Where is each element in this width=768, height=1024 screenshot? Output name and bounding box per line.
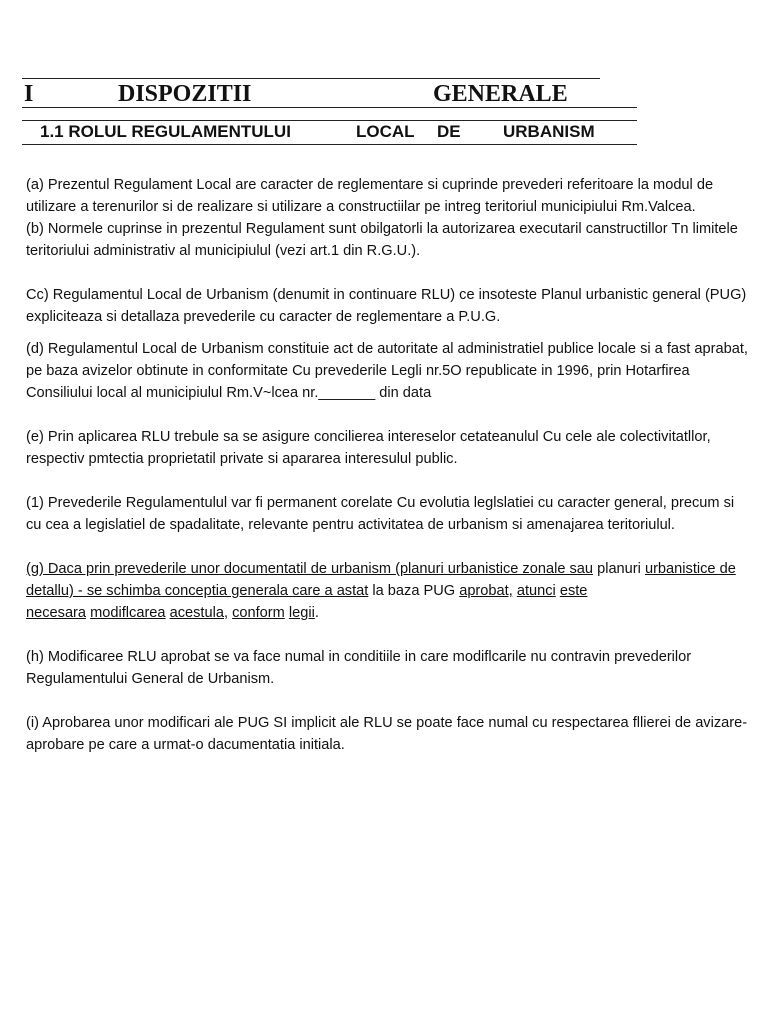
paragraph-e: (e) Prin aplicarea RLU trebule sa se asigure concilierea intereselor cetateanulul Cu cele ale colectivitatllor, respectiv pmtectia proprietatil private si apararea interesulul public.: [26, 429, 711, 467]
paragraph-g-seg14: acestula,: [169, 605, 229, 621]
paragraph-g-seg5: aprobat,: [459, 583, 513, 599]
paragraph-g-seg4: la baza PUG: [368, 583, 460, 599]
heading1-number: I: [24, 81, 34, 107]
paragraph-1: (1) Prevederile Regulamentulul var fi permanent corelate Cu evolutia leglslatiei cu caracter general, precum si cu cea a legislatiel de spadalitate, relevante pentru activitatea de urbanism si amenajarea teritoriulul.: [26, 495, 735, 533]
paragraph-g-seg16: conform: [232, 605, 285, 621]
paragraph-i: (i) Aprobarea unor modificari ale PUG SI implicit ale RLU se poate face numal cu respectarea fllierei de avizare-aprobare pe care a urmat-o dacumentatia initiala.: [26, 715, 748, 753]
paragraph-g-seg18: legii: [288, 605, 315, 621]
paragraph-g-seg9: este: [559, 583, 588, 599]
paragraph-h: (h) Modificaree RLU aprobat se va face numal in conditiile in care modiflcarile nu contravin prevederilor Regulamentului General de Urbanism.: [26, 649, 692, 687]
heading1-word1: DISPOZITII: [118, 81, 252, 107]
heading2-top-rule: [22, 120, 637, 121]
paragraph-a: (a) Prezentul Regulament Local are caracter de reglementare si cuprinde prevederi referitoare la modul de utilizare a terenurilor si de realizare si utilizare a constructiilar pe intreg teritoriul municipiului Rm.Valcea.: [26, 177, 714, 215]
document-body: [26, 174, 748, 756]
heading2-part4: URBANISM: [503, 122, 595, 141]
paragraph-g-seg19: .: [314, 605, 319, 621]
heading2-part1: 1.1 ROLUL REGULAMENTULUI: [40, 122, 291, 141]
paragraph-g-seg10: necesara: [26, 605, 87, 621]
paragraph-c: Cc) Regulamentul Local de Urbanism (denumit in continuare RLU) ce insoteste Planul urbanistic general (PUG) expliciteaza si detallaza prevederile cu caracter de reglementare a P.U.G.: [26, 287, 747, 325]
paragraph-g: [26, 558, 748, 624]
paragraph-g-seg3: urbanistice de detallu) - se schimba conceptia generala care a astat: [26, 561, 736, 599]
paragraph-g-seg7: atunci: [516, 583, 556, 599]
paragraph-d: (d) Regulamentul Local de Urbanism constituie act de autoritate al administratiel publice locale si a fast aprabat, pe baza avizelor obtinute in conformitate Cu prevederile Legli nr.5O republicate in 1996, prin Hotarfirea Consiliului local al municipiulul Rm.V~lcea nr._______ din data: [26, 341, 748, 401]
heading1-top-rule: [22, 78, 600, 79]
heading2-part2: LOCAL: [356, 122, 415, 141]
paragraph-b: (b) Normele cuprinse in prezentul Regulament sunt obilgatorli la autorizarea executaril canstructillor Tn limitele teritoriului administrativ al municipiulul (vezi art.1 din R.G.U.).: [26, 221, 738, 259]
paragraph-g-seg2: planuri: [593, 561, 645, 577]
paragraph-g-seg12: modiflcarea: [90, 605, 166, 621]
heading1-word2: GENERALE: [433, 81, 568, 107]
heading2-bottom-rule: [22, 144, 637, 145]
paragraph-g-seg1: (g) Daca prin prevederile unor documentatil de urbanism (planuri urbanistice zonale sau: [26, 561, 594, 577]
heading2-part3: DE: [437, 122, 461, 141]
